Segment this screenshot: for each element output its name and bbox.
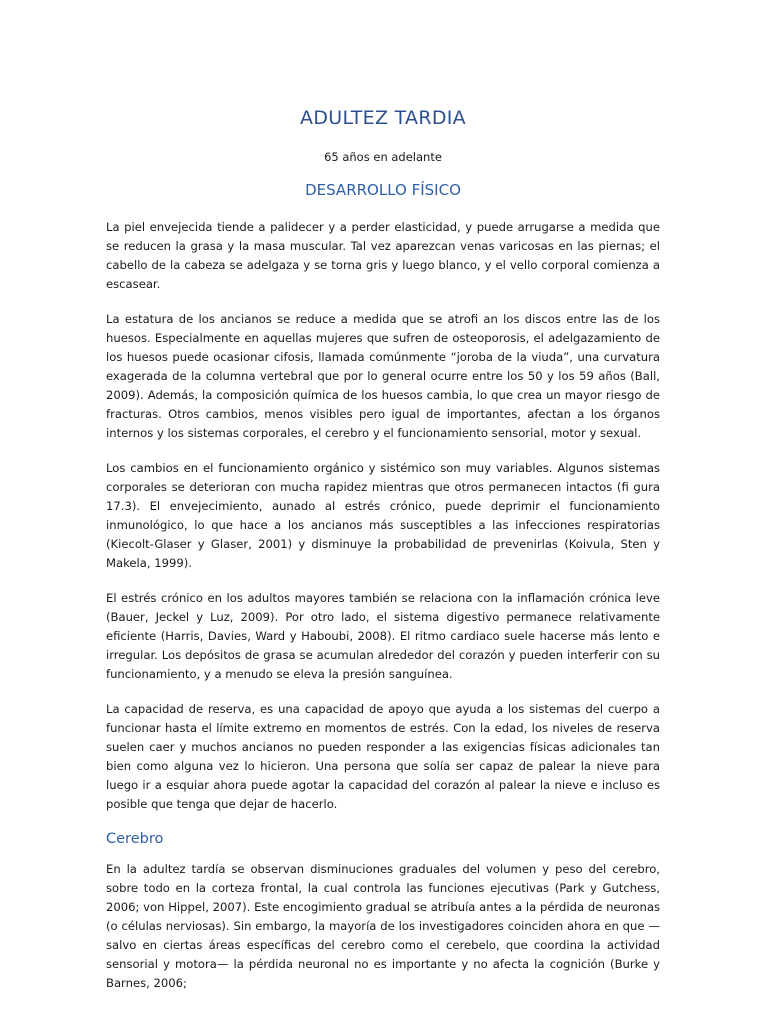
paragraph-stature: La estatura de los ancianos se reduce a medida que se atrofi an los discos entre las de los huesos. Especialmente en aquellas mujeres que sufren de osteoporosis, el adelgazamiento de los huesos puede ocasionar cifosis, llamada comúnmente “joroba de la viuda”, una curvatura exagerada de la columna vertebral que por lo general ocurre entre los 50 y los 59 años (Ball, 2009). Además, la composición química de los huesos cambia, lo que crea un mayor riesgo de fracturas. Otros cambios, menos visibles pero igual de importantes, afectan a los órganos internos y los sistemas corporales, el cerebro y el funcionamiento sensorial, motor y sexual.: [106, 312, 660, 440]
subheading-cerebro: Cerebro: [106, 831, 164, 847]
paragraph-chronic-stress: El estrés crónico en los adultos mayores también se relaciona con la inflamación crónica leve (Bauer, Jeckel y Luz, 2009). Por otro lado, el sistema digestivo permanece relativamente eficiente (Harris, Davies, Ward y Haboubi, 2008). El ritmo cardiaco suele hacerse más lento e irregular. Los depósitos de grasa se acumulan alrededor del corazón y pueden interferir con su funcionamiento, y a menudo se eleva la presión sanguínea.: [106, 591, 660, 681]
paragraph-brain: En la adultez tardía se observan disminuciones graduales del volumen y peso del cerebro, sobre todo en la corteza frontal, la cual controla las funciones ejecutivas (Park y Gutchess, 2006; von Hippel, 2007). Este encogimiento gradual se atribuía antes a la pérdida de neuronas (o células nerviosas). Sin embargo, la mayoría de los investigadores coinciden ahora en que —salvo en ciertas áreas específicas del cerebro como el cerebelo, que coordina la actividad sensorial y motora— la pérdida neuronal no es importante y no afecta la cognición (Burke y Barnes, 2006;: [106, 862, 660, 990]
document-body: [106, 218, 660, 1009]
document-title: ADULTEZ TARDIA: [300, 107, 466, 129]
document-subtitle: 65 años en adelante: [324, 150, 442, 164]
paragraph-skin: La piel envejecida tiende a palidecer y a perder elasticidad, y puede arrugarse a medida que se reducen la grasa y la masa muscular. Tal vez aparezcan venas varicosas en las piernas; el cabello de la cabeza se adelgaza y se torna gris y luego blanco, y el vello corporal comienza a escasear.: [106, 220, 660, 291]
paragraph-organic-changes: Los cambios en el funcionamiento orgánico y sistémico son muy variables. Algunos sistemas corporales se deterioran con mucha rapidez mientras que otros permanecen intactos (fi gura 17.3). El envejecimiento, aunado al estrés crónico, puede deprimir el funcionamiento inmunológico, lo que hace a los ancianos más susceptibles a las infecciones respiratorias (Kiecolt-Glaser y Glaser, 2001) y disminuye la probabilidad de prevenirlas (Koivula, Sten y Makela, 1999).: [106, 461, 660, 570]
paragraph-reserve-capacity: La capacidad de reserva, es una capacidad de apoyo que ayuda a los sistemas del cuerpo a funcionar hasta el límite extremo en momentos de estrés. Con la edad, los niveles de reserva suelen caer y muchos ancianos no pueden responder a las exigencias físicas adicionales tan bien como alguna vez lo hicieron. Una persona que solía ser capaz de palear la nieve para luego ir a esquiar ahora puede agotar la capacidad del corazón al palear la nieve e incluso es posible que tenga que dejar de hacerlo.: [106, 702, 660, 811]
section-title: DESARROLLO FÍSICO: [305, 181, 461, 199]
